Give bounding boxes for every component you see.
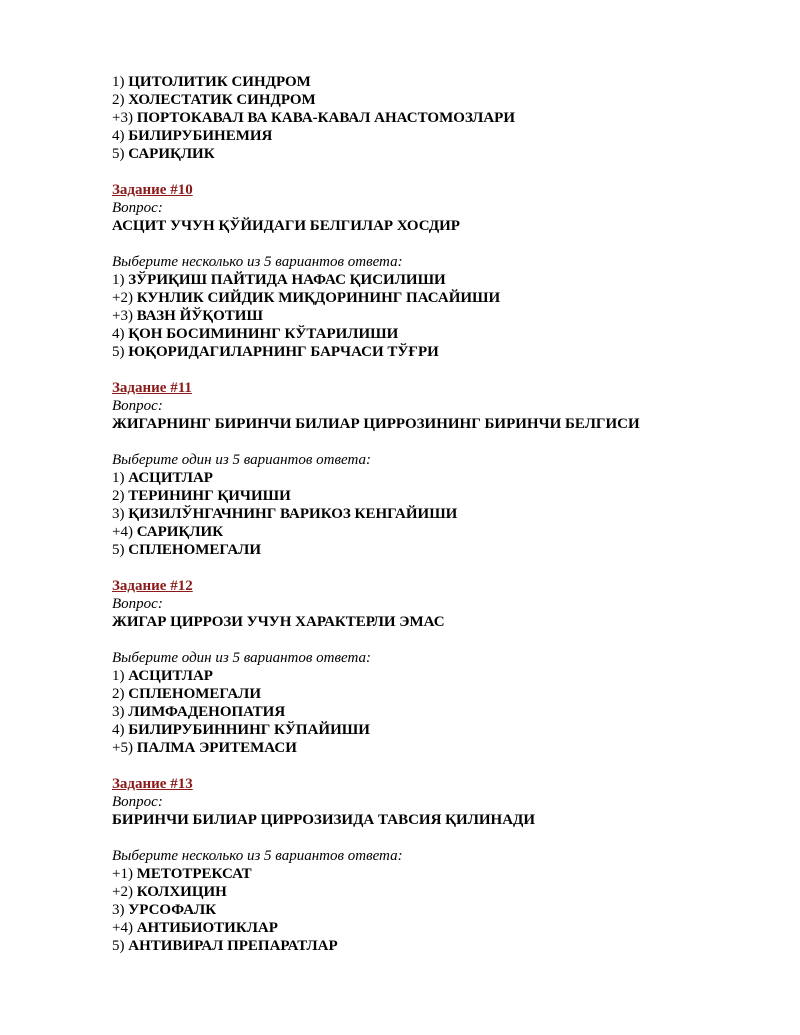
question-text: ЖИГАР ЦИРРОЗИ УЧУН ХАРАКТЕРЛИ ЭМАС — [112, 614, 445, 630]
answer-instruction: Выберите несколько из 5 вариантов ответа: — [112, 848, 403, 864]
option-line — [112, 91, 772, 109]
spacer — [112, 361, 772, 379]
option-line — [112, 541, 772, 559]
option-number: 3) — [112, 902, 125, 918]
task-block — [112, 181, 772, 361]
option-text: ҚОН БОСИМИНИНГ КЎТАРИЛИШИ — [128, 326, 399, 342]
spacer — [112, 163, 772, 181]
option-text: ПОРТОКАВАЛ ВА КАВА-КАВАЛ АНАСТОМОЗЛАРИ — [136, 110, 515, 126]
option-line — [112, 307, 772, 325]
option-number: 2) — [112, 92, 125, 108]
option-text: МЕТОТРЕКСАТ — [136, 866, 252, 882]
option-line — [112, 685, 772, 703]
spacer — [112, 829, 772, 847]
option-line — [112, 271, 772, 289]
question-text: БИРИНЧИ БИЛИАР ЦИРРОЗИЗИДА ТАВСИЯ ҚИЛИНАДИ — [112, 812, 536, 828]
task-block — [112, 379, 772, 559]
option-number: +3) — [112, 308, 133, 324]
option-line — [112, 109, 772, 127]
option-text: САРИҚЛИК — [128, 146, 215, 162]
option-number: 5) — [112, 542, 125, 558]
option-number: 4) — [112, 722, 125, 738]
option-text: АСЦИТЛАР — [128, 668, 213, 684]
spacer — [112, 631, 772, 649]
option-line — [112, 865, 772, 883]
option-number: 2) — [112, 488, 125, 504]
option-text: ҚИЗИЛЎНГАЧНИНГ ВАРИКОЗ КЕНГАЙИШИ — [128, 506, 458, 522]
option-line — [112, 883, 772, 901]
option-text: БИЛИРУБИНЕМИЯ — [128, 128, 273, 144]
option-line — [112, 721, 772, 739]
option-number: +5) — [112, 740, 133, 756]
option-text: СПЛЕНОМЕГАЛИ — [128, 686, 262, 702]
task-title: Задание #11 — [112, 380, 192, 396]
question-label: Вопрос: — [112, 794, 163, 810]
option-text: ВАЗН ЙЎҚОТИШ — [136, 308, 263, 324]
option-line — [112, 73, 772, 91]
question-text: АСЦИТ УЧУН ҚЎЙИДАГИ БЕЛГИЛАР ХОСДИР — [112, 218, 460, 234]
option-number: +2) — [112, 290, 133, 306]
spacer — [112, 757, 772, 775]
option-line — [112, 937, 772, 955]
option-line — [112, 325, 772, 343]
option-text: СПЛЕНОМЕГАЛИ — [128, 542, 262, 558]
option-number: 1) — [112, 272, 125, 288]
option-text: КУНЛИК СИЙДИК МИҚДОРИНИНГ ПАСАЙИШИ — [136, 290, 501, 306]
option-text: АНТИВИРАЛ ПРЕПАРАТЛАР — [128, 938, 338, 954]
option-number: 5) — [112, 344, 125, 360]
task-block — [112, 577, 772, 757]
option-text: КОЛХИЦИН — [136, 884, 227, 900]
option-number: 1) — [112, 470, 125, 486]
option-number: +4) — [112, 524, 133, 540]
option-number: 5) — [112, 146, 125, 162]
option-line — [112, 505, 772, 523]
option-text: УРСОФАЛК — [128, 902, 217, 918]
question-label: Вопрос: — [112, 398, 163, 414]
option-line — [112, 901, 772, 919]
option-line — [112, 343, 772, 361]
option-line — [112, 487, 772, 505]
question-text: ЖИГАРНИНГ БИРИНЧИ БИЛИАР ЦИРРОЗИНИНГ БИРИНЧИ БЕЛГИСИ — [112, 416, 640, 432]
option-text: ТЕРИНИНГ ҚИЧИШИ — [128, 488, 291, 504]
option-line — [112, 739, 772, 757]
task-title: Задание #13 — [112, 776, 193, 792]
option-line — [112, 523, 772, 541]
option-text: АСЦИТЛАР — [128, 470, 213, 486]
document-page — [112, 73, 772, 955]
option-text: БИЛИРУБИННИНГ КЎПАЙИШИ — [128, 722, 370, 738]
option-text: АНТИБИОТИКЛАР — [136, 920, 278, 936]
option-number: 2) — [112, 686, 125, 702]
question-label: Вопрос: — [112, 596, 163, 612]
question-label: Вопрос: — [112, 200, 163, 216]
option-number: 1) — [112, 74, 125, 90]
option-number: 3) — [112, 704, 125, 720]
answer-instruction: Выберите один из 5 вариантов ответа: — [112, 452, 371, 468]
option-number: 5) — [112, 938, 125, 954]
answer-instruction: Выберите несколько из 5 вариантов ответа: — [112, 254, 403, 270]
option-text: ЦИТОЛИТИК СИНДРОМ — [128, 74, 311, 90]
option-line — [112, 127, 772, 145]
answer-instruction: Выберите один из 5 вариантов ответа: — [112, 650, 371, 666]
spacer — [112, 559, 772, 577]
task-title: Задание #10 — [112, 182, 193, 198]
task-block — [112, 775, 772, 955]
option-line — [112, 919, 772, 937]
option-number: 4) — [112, 326, 125, 342]
option-line — [112, 703, 772, 721]
option-number: 3) — [112, 506, 125, 522]
previous-task-options — [112, 73, 772, 163]
option-number: +1) — [112, 866, 133, 882]
option-text: ПАЛМА ЭРИТЕМАСИ — [136, 740, 297, 756]
option-number: +4) — [112, 920, 133, 936]
spacer — [112, 433, 772, 451]
task-title: Задание #12 — [112, 578, 193, 594]
option-text: ЗЎРИҚИШ ПАЙТИДА НАФАС ҚИСИЛИШИ — [128, 272, 446, 288]
option-text: ЮҚОРИДАГИЛАРНИНГ БАРЧАСИ ТЎҒРИ — [128, 344, 439, 360]
option-text: САРИҚЛИК — [136, 524, 224, 540]
option-text: ХОЛЕСТАТИК СИНДРОМ — [128, 92, 316, 108]
option-number: +3) — [112, 110, 133, 126]
option-line — [112, 289, 772, 307]
spacer — [112, 235, 772, 253]
option-text: ЛИМФАДЕНОПАТИЯ — [128, 704, 286, 720]
option-number: 4) — [112, 128, 125, 144]
option-line — [112, 145, 772, 163]
option-line — [112, 667, 772, 685]
option-line — [112, 469, 772, 487]
option-number: 1) — [112, 668, 125, 684]
option-number: +2) — [112, 884, 133, 900]
